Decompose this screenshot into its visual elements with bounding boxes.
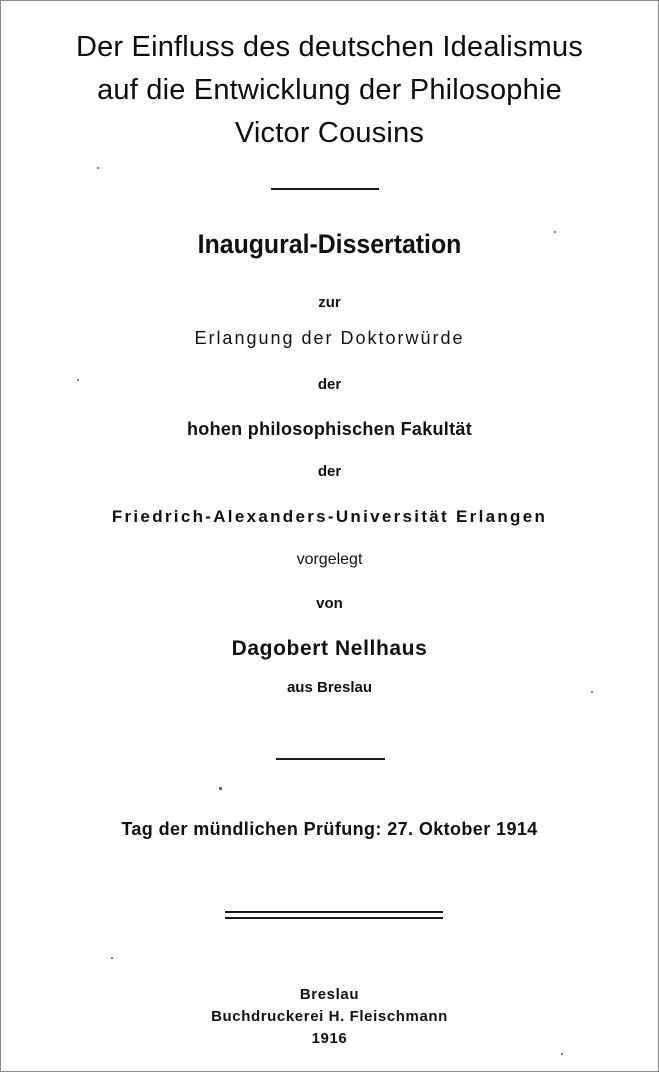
title-divider [271,188,379,190]
imprint-double-rule [225,911,443,919]
title-line-3: Victor Cousins [234,117,425,149]
purpose-text: Erlangung der Doktorwürde [194,328,465,348]
scan-speck [219,787,222,790]
scan-speck [561,1053,563,1055]
university-text: Friedrich-Alexanders-Universität Erlangen [111,507,548,526]
author-divider [276,758,385,760]
dissertation-heading: Inaugural-Dissertation [197,229,462,259]
der-text-1: der [317,376,342,393]
scan-speck [591,691,593,693]
faculty-text: hohen philosophischen Fakultät [186,419,472,439]
origin-text: aus Breslau [286,679,373,696]
von-text: von [316,595,343,612]
exam-date-text: Tag der mündlichen Prüfung: 27. Oktober 1914 [121,819,538,839]
der-text-2: der [317,463,342,480]
imprint-year: 1916 [311,1030,348,1047]
scan-speck [111,957,113,959]
imprint-printer: Buchdruckerei H. Fleischmann [211,1008,448,1025]
scan-speck [554,231,556,233]
author-name: Dagobert Nellhaus [231,637,428,660]
title-line-2: auf die Entwicklung der Philosophie [97,74,562,106]
scan-speck [97,167,99,169]
vorgelegt-text: vorgelegt [296,551,363,568]
title-line-1: Der Einfluss des deutschen Idealismus [75,31,584,63]
imprint-city: Breslau [299,986,360,1003]
zur-text: zur [318,294,341,311]
scan-speck [77,379,79,381]
